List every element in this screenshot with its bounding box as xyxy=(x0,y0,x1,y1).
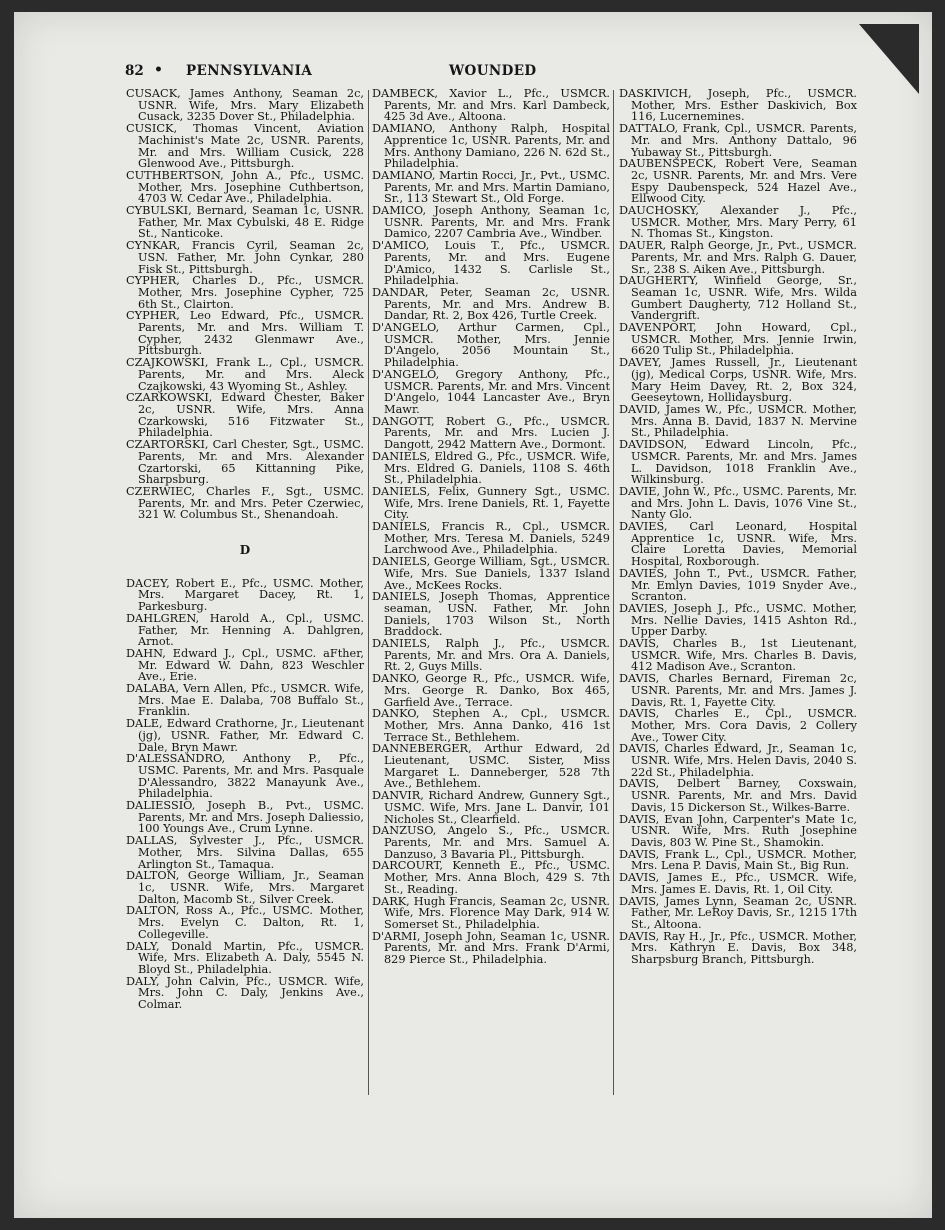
casualty-entry: D'ANGELO, Arthur Carmen, Cpl., USMCR. Mother, Mrs. Jennie D'Angelo, 2056 Mountain St., Philadelphia. xyxy=(372,321,610,370)
casualty-entry: DAVIS, Frank L., Cpl., USMCR. Mother, Mrs. Lena P. Davis, Main St., Big Run. xyxy=(619,847,857,873)
casualty-entry: DAVIS, Charles B., 1st Lieutenant, USMCR. Wife, Mrs. Charles B. Davis, 412 Madison Ave., Scranton. xyxy=(619,637,857,674)
column-1-entries-after xyxy=(126,578,364,1011)
column-3-entries xyxy=(619,88,857,966)
casualty-entry: DATTALO, Frank, Cpl., USMCR. Parents, Mr. and Mrs. Anthony Dattalo, 96 Yubaway St., Pittsburgh. xyxy=(619,122,857,159)
casualty-entry: DAMICO, Joseph Anthony, Seaman 1c, USNR. Parents, Mr. and Mrs. Frank Damico, 2207 Cambria Ave., Windber. xyxy=(372,204,610,241)
column-1 xyxy=(126,88,364,1011)
page-number: 82 xyxy=(125,63,144,79)
casualty-entry: D'ANGELO, Gregory Anthony, Pfc., USMCR. Parents, Mr. and Mrs. Vincent D'Angelo, 1044 Lancaster Ave., Bryn Mawr. xyxy=(372,367,610,416)
casualty-entry: DASKIVICH, Joseph, Pfc., USMCR. Mother, Mrs. Esther Daskivich, Box 116, Lucernemines. xyxy=(619,87,857,124)
casualty-entry: DAVIES, Carl Leonard, Hospital Apprentice 1c, USNR. Wife, Mrs. Claire Loretta Davies, Memorial Hospital, Roxborough. xyxy=(619,520,857,569)
casualty-entry: DAVIS, Delbert Barney, Coxswain, USNR. Parents, Mr. and Mrs. David Davis, 15 Dickerson St., Wilkes-Barre. xyxy=(619,777,857,814)
casualty-entry: CUTHBERTSON, John A., Pfc., USMC. Mother, Mrs. Josephine Cuthbertson, 4703 W. Cedar Ave., Philadelphia. xyxy=(126,168,364,206)
casualty-entry: DALY, Donald Martin, Pfc., USMCR. Wife, Mrs. Elizabeth A. Daly, 5545 N. Bloyd St., Philadelphia. xyxy=(126,939,364,976)
casualty-entry: CZARKOWSKI, Edward Chester, Baker 2c, USNR. Wife, Mrs. Anna Czarkowski, 516 Fitzwater St., Philadelphia. xyxy=(126,391,364,440)
casualty-entry: DAVIS, Charles Edward, Jr., Seaman 1c, USNR. Wife, Mrs. Helen Davis, 2040 S. 22d St., Philadelphia. xyxy=(619,742,857,779)
column-3 xyxy=(619,88,857,966)
casualty-entry: DAVIDSON, Edward Lincoln, Pfc., USMCR. Parents, Mr. and Mrs. James L. Davidson, 1018 Franklin Ave., Wilkinsburg. xyxy=(619,438,857,487)
casualty-entry: DANIELS, Joseph Thomas, Apprentice seaman, USN. Father, Mr. John Daniels, 1703 Wilson St., North Braddock. xyxy=(372,590,610,639)
casualty-entry: DALTON, George William, Jr., Seaman 1c, USNR. Wife, Mrs. Margaret Dalton, Macomb St., Silver Creek. xyxy=(126,869,364,906)
casualty-entry: DAVIS, James E., Pfc., USMCR. Wife, Mrs. James E. Davis, Rt. 1, Oil City. xyxy=(619,871,857,896)
casualty-entry: DAVIS, Ray H., Jr., Pfc., USMCR. Mother, Mrs. Kathryn E. Davis, Box 348, Sharpsburg Branch, Pittsburgh. xyxy=(619,929,857,967)
casualty-entry: DACEY, Robert E., Pfc., USMC. Mother, Mrs. Margaret Dacey, Rt. 1, Parkesburg. xyxy=(126,576,364,614)
casualty-entry: DAVENPORT, John Howard, Cpl., USMCR. Mother, Mrs. Jennie Irwin, 6620 Tulip St., Philadelphia. xyxy=(619,321,857,358)
casualty-entry: DAVIS, Charles E., Cpl., USMCR. Mother, Mrs. Cora Davis, 2 Collery Ave., Tower City. xyxy=(619,707,857,744)
casualty-entry: DAUBENSPECK, Robert Vere, Seaman 2c, USNR. Parents, Mr. and Mrs. Vere Espy Daubenspeck, 524 Hazel Ave., Ellwood City. xyxy=(619,157,857,206)
casualty-entry: DAMBECK, Xavior L., Pfc., USMCR. Parents, Mr. and Mrs. Karl Dambeck, 425 3d Ave., Altoona. xyxy=(372,87,610,124)
column-1-entries xyxy=(126,88,364,521)
casualty-entry: CZARTORSKI, Carl Chester, Sgt., USMC. Parents, Mr. and Mrs. Alexander Czartorski, 65 Kittanning Pike, Sharpsburg. xyxy=(126,438,364,487)
casualty-entry: DANIELS, George William, Sgt., USMCR. Wife, Mrs. Sue Daniels, 1337 Island Ave., McKees Rocks. xyxy=(372,555,610,592)
casualty-entry: CZAJKOWSKI, Frank L., Cpl., USMCR. Parents, Mr. and Mrs. Aleck Czajkowski, 43 Wyoming St., Ashley. xyxy=(126,356,364,393)
casualty-entry: D'ALESSANDRO, Anthony P., Pfc., USMC. Parents, Mr. and Mrs. Pasquale D'Alessandro, 3822 Manayunk Ave., Philadelphia. xyxy=(126,752,364,801)
casualty-entry: DALY, John Calvin, Pfc., USMCR. Wife, Mrs. John C. Daly, Jenkins Ave., Colmar. xyxy=(126,974,364,1012)
casualty-entry: DALTON, Ross A., Pfc., USMC. Mother, Mrs. Evelyn C. Dalton, Rt. 1, Collegeville. xyxy=(126,904,364,941)
casualty-entry: CZERWIEC, Charles F., Sgt., USMC. Parents, Mr. and Mrs. Peter Czerwiec, 321 W. Columbus St., Shenandoah. xyxy=(126,484,364,522)
casualty-entry: CUSICK, Thomas Vincent, Aviation Machinist's Mate 2c, USNR. Parents, Mr. and Mrs. William Cusick, 228 Glenwood Ave., Pittsburgh. xyxy=(126,122,364,171)
state-title: PENNSYLVANIA xyxy=(186,63,313,79)
casualty-entry: DAVIS, Evan John, Carpenter's Mate 1c, USNR. Wife, Mrs. Ruth Josephine Davis, 803 W. Pine St., Shamokin. xyxy=(619,812,857,849)
casualty-entry: DAVIS, Charles Bernard, Fireman 2c, USNR. Parents, Mr. and Mrs. James J. Davis, Rt. 1, Fayette City. xyxy=(619,672,857,709)
casualty-entry: DAVIES, John T., Pvt., USMCR. Father, Mr. Emlyn Davies, 1019 Snyder Ave., Scranton. xyxy=(619,566,857,604)
casualty-entry: DALLAS, Sylvester J., Pfc., USMCR. Mother, Mrs. Silvina Dallas, 655 Arlington St., Tamaqua. xyxy=(126,834,364,871)
casualty-entry: CYNKAR, Francis Cyril, Seaman 2c, USN. Father, Mr. John Cynkar, 280 Fisk St., Pittsburgh. xyxy=(126,239,364,276)
casualty-entry: DANKO, George R., Pfc., USMCR. Wife, Mrs. George R. Danko, Box 465, Garfield Ave., Terrace. xyxy=(372,672,610,709)
casualty-entry: D'AMICO, Louis T., Pfc., USMCR. Parents, Mr. and Mrs. Eugene D'Amico, 1432 S. Carlisle St., Philadelphia. xyxy=(372,239,610,288)
casualty-entry: DAUER, Ralph George, Jr., Pvt., USMCR. Parents, Mr. and Mrs. Ralph G. Dauer, Sr., 238 S. Aiken Ave., Pittsburgh. xyxy=(619,239,857,276)
casualty-entry: DANVIR, Richard Andrew, Gunnery Sgt., USMC. Wife, Mrs. Jane L. Danvir, 101 Nicholes St., Clearfield. xyxy=(372,789,610,826)
casualty-entry: CYBULSKI, Bernard, Seaman 1c, USNR. Father, Mr. Max Cybulski, 48 E. Ridge St., Nanticoke. xyxy=(126,204,364,241)
casualty-entry: DAMIANO, Anthony Ralph, Hospital Apprentice 1c, USNR. Parents, Mr. and Mrs. Anthony Damiano, 226 N. 62d St., Philadelphia. xyxy=(372,122,610,171)
casualty-entry: CYPHER, Charles D., Pfc., USMCR. Mother, Mrs. Josephine Cypher, 725 6th St., Clairton. xyxy=(126,274,364,311)
casualty-entry: DALIESSIO, Joseph B., Pvt., USMC. Parents, Mr. and Mrs. Joseph Daliessio, 100 Youngs Ave., Crum Lynne. xyxy=(126,799,364,836)
casualty-entry: D'ARMI, Joseph John, Seaman 1c, USNR. Parents, Mr. and Mrs. Frank D'Armi, 829 Pierce St., Philadelphia. xyxy=(372,929,610,967)
casualty-entry: DANIELS, Eldred G., Pfc., USMCR. Wife, Mrs. Eldred G. Daniels, 1108 S. 46th St., Philadelphia. xyxy=(372,449,610,487)
casualty-entry: DALE, Edward Crathorne, Jr., Lieutenant (jg), USNR. Father, Mr. Edward C. Dale, Bryn Mawr. xyxy=(126,717,364,754)
column-2 xyxy=(372,88,610,966)
casualty-entry: CYPHER, Leo Edward, Pfc., USMCR. Parents, Mr. and Mrs. William T. Cypher, 2432 Glenmawr Ave., Pittsburgh. xyxy=(126,309,364,358)
casualty-entry: DANKO, Stephen A., Cpl., USMCR. Mother, Mrs. Anna Danko, 416 1st Terrace St., Bethlehem. xyxy=(372,707,610,744)
column-2-entries xyxy=(372,88,610,966)
column-divider xyxy=(613,90,614,1095)
casualty-entry: DAVEY, James Russell, Jr., Lieutenant (jg), Medical Corps, USNR. Wife, Mrs. Mary Heim Davey, Rt. 2, Box 324, Geeseytown, Hollidaysburg. xyxy=(619,356,857,405)
casualty-entry: DAVIS, James Lynn, Seaman 2c, USNR. Father, Mr. LeRoy Davis, Sr., 1215 17th St., Altoona. xyxy=(619,894,857,931)
section-heading-d: D xyxy=(239,543,251,558)
casualty-entry: DAVIE, John W., Pfc., USMC. Parents, Mr. and Mrs. John L. Davis, 1076 Vine St., Nanty Glo. xyxy=(619,484,857,522)
casualty-entry: DAHN, Edward J., Cpl., USMC. aFther, Mr. Edward W. Dahn, 823 Weschler Ave., Erie. xyxy=(126,646,364,684)
casualty-entry: DAVID, James W., Pfc., USMCR. Mother, Mrs. Anna B. David, 1837 N. Mervine St., Philadelphia. xyxy=(619,402,857,440)
torn-corner xyxy=(859,24,919,94)
casualty-entry: DANIELS, Felix, Gunnery Sgt., USMC. Wife, Mrs. Irene Daniels, Rt. 1, Fayette City. xyxy=(372,484,610,522)
page-header xyxy=(125,63,860,85)
header-bullet: • xyxy=(154,62,163,78)
section-title: WOUNDED xyxy=(449,63,537,79)
casualty-entry: CUSACK, James Anthony, Seaman 2c, USNR. Wife, Mrs. Mary Elizabeth Cusack, 3235 Dover St., Philadelphia. xyxy=(126,87,364,124)
casualty-entry: DANGOTT, Robert G., Pfc., USMCR. Parents, Mr. and Mrs. Lucien J. Dangott, 2942 Mattern Ave., Dormont. xyxy=(372,414,610,452)
casualty-entry: DANIELS, Ralph J., Pfc., USMCR. Parents, Mr. and Mrs. Ora A. Daniels, Rt. 2, Guys Mills. xyxy=(372,637,610,674)
column-divider xyxy=(368,90,369,1095)
casualty-entry: DANDAR, Peter, Seaman 2c, USNR. Parents, Mr. and Mrs. Andrew B. Dandar, Rt. 2, Box 426, Turtle Creek. xyxy=(372,285,610,323)
casualty-entry: DAHLGREN, Harold A., Cpl., USMC. Father, Mr. Henning A. Dahlgren, Arnot. xyxy=(126,611,364,649)
casualty-entry: DANNEBERGER, Arthur Edward, 2d Lieutenant, USMC. Sister, Miss Margaret L. Danneberger, 528 7th Ave., Bethlehem. xyxy=(372,742,610,791)
casualty-entry: DAUCHOSKY, Alexander J., Pfc., USMCR. Mother, Mrs. Mary Perry, 61 N. Thomas St., Kingston. xyxy=(619,204,857,241)
casualty-entry: DAUGHERTY, Winfield George, Sr., Seaman 1c, USNR. Wife, Mrs. Wilda Gumbert Daugherty, 712 Holland St., Vandergrift. xyxy=(619,274,857,323)
casualty-entry: DANIELS, Francis R., Cpl., USMCR. Mother, Mrs. Teresa M. Daniels, 5249 Larchwood Ave., Philadelphia. xyxy=(372,520,610,557)
casualty-entry: DAMIANO, Martin Rocci, Jr., Pvt., USMC. Parents, Mr. and Mrs. Martin Damiano, Sr., 113 Stewart St., Old Forge. xyxy=(372,168,610,206)
casualty-entry: DAVIES, Joseph J., Pfc., USMC. Mother, Mrs. Nellie Davies, 1415 Ashton Rd., Upper Darby. xyxy=(619,601,857,639)
casualty-entry: DANZUSO, Angelo S., Pfc., USMCR. Parents, Mr. and Mrs. Samuel A. Danzuso, 3 Bavaria Pl., Pittsburgh. xyxy=(372,824,610,861)
casualty-entry: DARK, Hugh Francis, Seaman 2c, USNR. Wife, Mrs. Florence May Dark, 914 W. Somerset St., Philadelphia. xyxy=(372,894,610,931)
casualty-entry: DARCOURT, Kenneth E., Pfc., USMC. Mother, Mrs. Anna Bloch, 429 S. 7th St., Reading. xyxy=(372,859,610,896)
casualty-entry: DALABA, Vern Allen, Pfc., USMCR. Wife, Mrs. Mae E. Dalaba, 708 Buffalo St., Franklin. xyxy=(126,682,364,719)
